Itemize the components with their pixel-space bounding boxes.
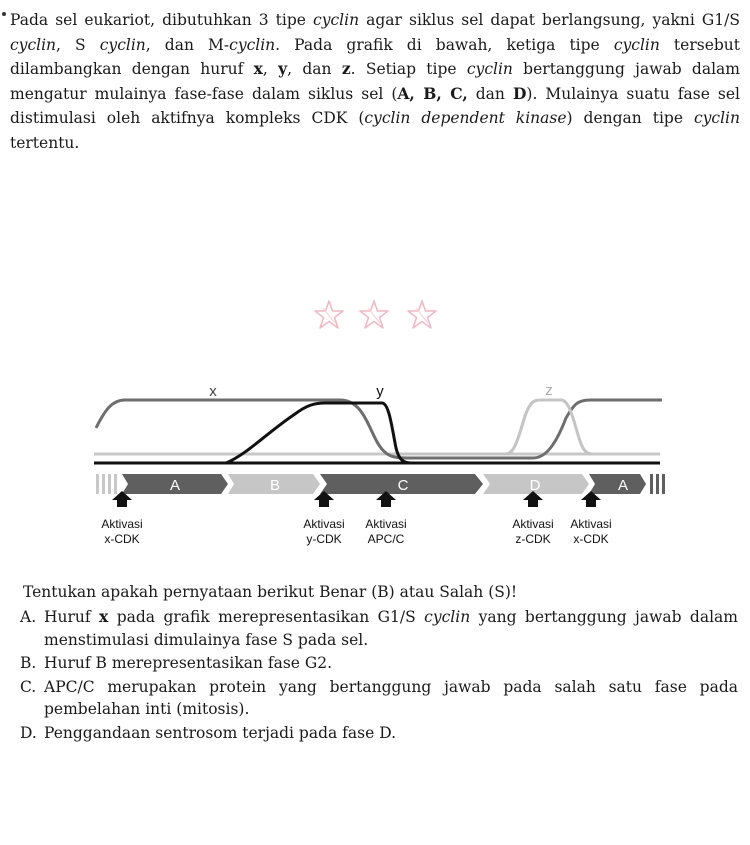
star-watermark-icon — [314, 299, 439, 333]
phase-label-d: D — [529, 477, 541, 494]
phase-label-b: B — [269, 477, 281, 494]
curve-label-x: x — [209, 383, 217, 400]
curve-label-y: y — [376, 383, 384, 400]
curve-label-z: z — [545, 382, 553, 399]
cell-cycle-figure — [88, 374, 678, 556]
phase-label-c: C — [397, 477, 409, 494]
statement-c: C. APC/C merupakan protein yang bertanggung jawab pada salah satu fase pada pembelahan inti (mitosis). — [20, 677, 738, 718]
activation-4-line1: Aktivasi — [512, 517, 554, 531]
activation-3-line2: APC/C — [367, 532, 405, 546]
statement-b-letter: B. — [20, 654, 37, 672]
statement-c-letter: C. — [20, 677, 37, 696]
phase-label-a1: A — [169, 477, 181, 494]
activation-4-line2: z-CDK — [515, 532, 551, 546]
question-prompt: Tentukan apakah pernyataan berikut Benar (B) atau Salah (S)! — [23, 583, 518, 601]
statement-b: B. Huruf B merepresentasikan fase G2. — [20, 652, 738, 675]
intro-paragraph: Pada sel eukariot, dibutuhkan 3 tipe cyclin agar siklus sel dapat berlangsung, yakni G1/S cyclin, S cyclin, dan M-cyclin. Pada grafik di bawah, ketiga tipe cyclin tersebut dilambangkan dengan huruf x, y, dan z. Setiap tipe cyclin bertanggung jawab dalam mengatur mulainya fase-fase dalam siklus sel (A, B, C, dan D). Mulainya suatu fase sel distimulasi oleh aktifnya kompleks CDK (cyclin dependent kinase) dengan tipe cyclin tertentu. — [10, 11, 741, 152]
activation-1-line2: x-CDK — [104, 532, 140, 546]
phase-bar — [96, 474, 665, 494]
statement-d-letter: D. — [20, 723, 37, 742]
activation-2-line1: Aktivasi — [303, 517, 345, 531]
statement-d: D. Penggandaan sentrosom terjadi pada fase D. — [20, 722, 738, 745]
bullet-dot — [2, 12, 6, 16]
activation-3-line1: Aktivasi — [365, 517, 407, 531]
activation-2-line2: y-CDK — [306, 532, 342, 546]
phase-label-a2: A — [617, 477, 629, 494]
statement-a-letter: A. — [20, 608, 37, 626]
activation-5-line1: Aktivasi — [570, 517, 612, 531]
statement-a: A. Huruf x pada grafik merepresentasikan G1/S cyclin yang bertanggung jawab dalam menstimulasi dimulainya fase S pada sel. — [20, 607, 738, 649]
activation-5-line2: x-CDK — [573, 532, 609, 546]
activation-1-line1: Aktivasi — [101, 517, 143, 531]
statement-list — [20, 606, 738, 745]
